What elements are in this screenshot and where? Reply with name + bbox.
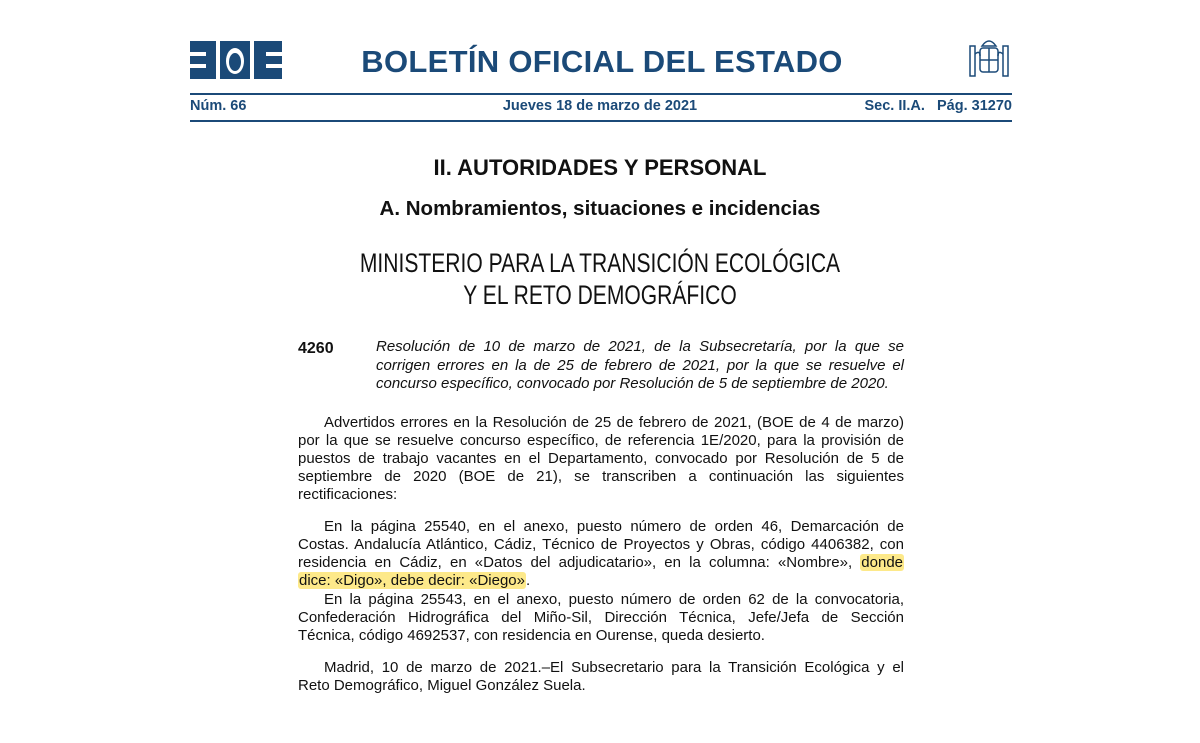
section-subtitle: A. Nombramientos, situaciones e incidencias (379, 197, 821, 220)
body-line: Advertidos errores en la Resolución de 25 de febrero de 2021, (BOE de 4 de marzo) (324, 414, 904, 431)
entry-summary-line: corrigen errores en la de 25 de febrero de 2021, por la que se resuelve el (376, 357, 904, 374)
body-line: rectificaciones: (298, 486, 398, 503)
body-line: En la página 25543, en el anexo, puesto número de orden 62 de la convocatoria, (324, 591, 904, 608)
issue-number: Núm. 66 (190, 98, 247, 114)
ministry-line-2: Y EL RETO DEMOGRÁFICO (463, 280, 737, 310)
body-line (298, 554, 904, 572)
section-label: Sec. II.A. (864, 98, 925, 114)
body-line: Costas. Andalucía Atlántico, Cádiz, Técnico de Proyectos y Obras, código 4406382, con (298, 536, 904, 553)
coat-of-arms-icon (966, 34, 1012, 84)
section-page (864, 98, 1012, 114)
body-line (298, 572, 904, 590)
ministry-line-1: MINISTERIO PARA LA TRANSICIÓN ECOLÓGICA (359, 248, 841, 278)
body-line: septiembre de 2020 (BOE de 21), se transcriben a continuación las siguientes (298, 468, 904, 485)
signature-line: Madrid, 10 de marzo de 2021.–El Subsecretario para la Transición Ecológica y el (324, 659, 904, 676)
section-title: II. AUTORIDADES Y PERSONAL (433, 155, 767, 180)
publication-title: BOLETÍN OFICIAL DEL ESTADO (361, 44, 843, 79)
page-label: Pág. 31270 (937, 98, 1012, 114)
entry-summary-line: concurso específico, convocado por Resolución de 5 de septiembre de 2020. (376, 375, 889, 392)
header-rule-top (190, 93, 1012, 95)
body-line: En la página 25540, en el anexo, puesto número de orden 46, Demarcación de (324, 518, 904, 535)
body-line: por la que se resuelve concurso específico, de referencia 1E/2020, para la provisión de (298, 432, 904, 449)
body-line: puestos de trabajo vacantes en el Departamento, convocado por Resolución de 5 de (298, 450, 904, 467)
body-line: Confederación Hidrográfica del Miño-Sil, Dirección Técnica, Jefe/Jefa de Sección (298, 609, 904, 626)
entry-summary-line: Resolución de 10 de marzo de 2021, de la Subsecretaría, por la que se (376, 338, 904, 355)
boe-logo (190, 41, 282, 79)
highlighted-text: dice: «Digo», debe decir: «Diego» (299, 572, 525, 589)
header-rule-bottom (190, 120, 1012, 122)
highlighted-text: donde (861, 554, 904, 571)
signature-line: Reto Demográfico, Miguel González Suela. (298, 677, 586, 694)
body-line: Técnica, código 4692537, con residencia en Ourense, queda desierto. (298, 627, 765, 644)
issue-date: Jueves 18 de marzo de 2021 (502, 98, 698, 114)
body-text: residencia en Cádiz, en «Datos del adjudicatario», en la columna: «Nombre», (298, 554, 853, 571)
entry-number: 4260 (298, 340, 334, 357)
body-text: . (525, 572, 531, 589)
